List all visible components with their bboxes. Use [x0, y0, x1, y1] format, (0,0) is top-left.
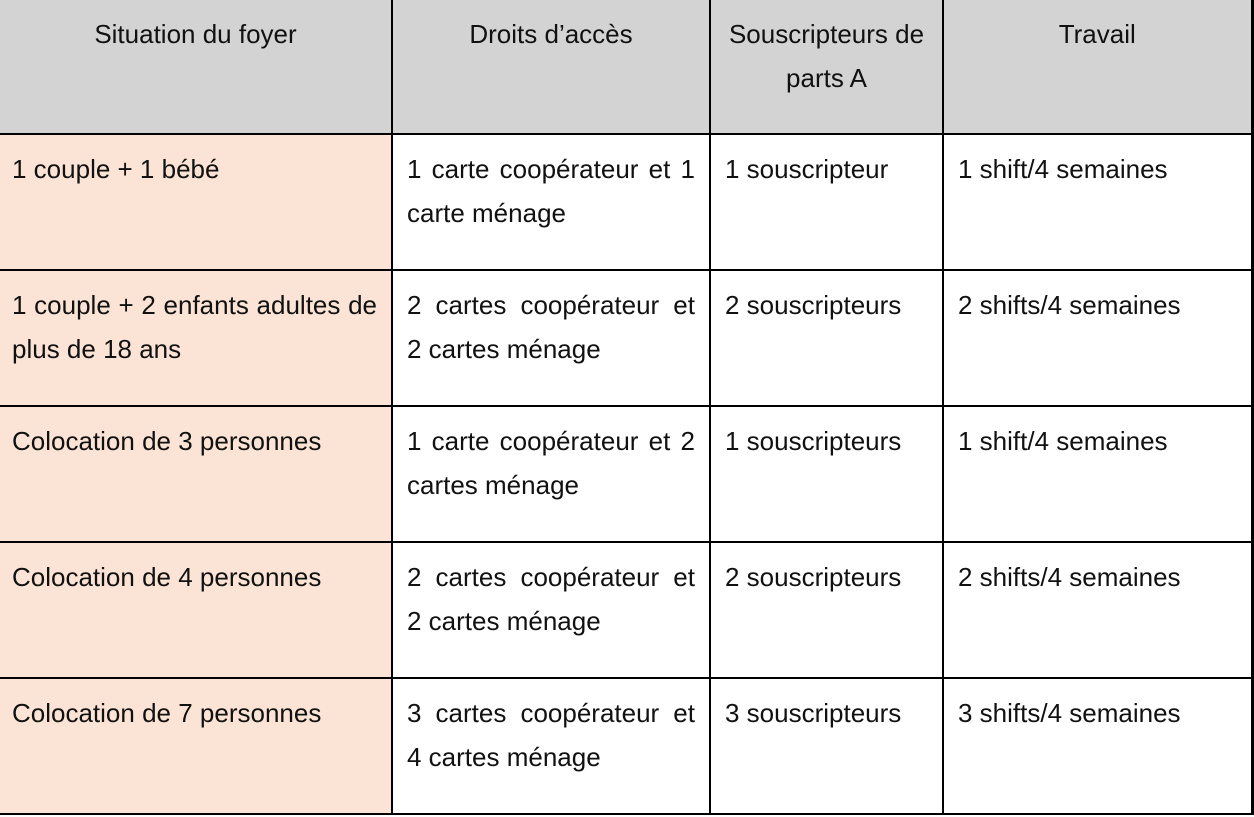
table-row — [0, 542, 1252, 678]
header-droits: Droits d’accès — [392, 0, 710, 134]
cell-souscripteurs: 2 souscripteurs — [710, 270, 943, 406]
table-row — [0, 406, 1252, 542]
cell-travail: 2 shifts/4 semaines — [943, 542, 1252, 678]
header-situation: Situation du foyer — [0, 0, 392, 134]
table-row — [0, 678, 1252, 814]
cell-souscripteurs: 1 souscripteurs — [710, 406, 943, 542]
cell-droits: 3 cartes coopérateur et 4 cartes ménage — [392, 678, 710, 814]
cell-travail: 2 shifts/4 semaines — [943, 270, 1252, 406]
header-travail: Travail — [943, 0, 1252, 134]
cell-droits: 1 carte coopérateur et 1 carte ménage — [392, 134, 710, 270]
cell-souscripteurs: 3 souscripteurs — [710, 678, 943, 814]
cell-situation: 1 couple + 2 enfants adultes de plus de 18 ans — [0, 270, 392, 406]
header-row — [0, 0, 1252, 134]
table-row — [0, 270, 1252, 406]
cell-droits: 1 carte coopérateur et 2 cartes ménage — [392, 406, 710, 542]
cell-situation: Colocation de 7 personnes — [0, 678, 392, 814]
cell-souscripteurs: 2 souscripteurs — [710, 542, 943, 678]
cell-travail: 1 shift/4 semaines — [943, 406, 1252, 542]
cell-droits: 2 cartes coopérateur et 2 cartes ménage — [392, 270, 710, 406]
table-header — [0, 0, 1252, 134]
cell-souscripteurs: 1 souscripteur — [710, 134, 943, 270]
cell-travail: 1 shift/4 semaines — [943, 134, 1252, 270]
cell-droits: 2 cartes coopérateur et 2 cartes ménage — [392, 542, 710, 678]
header-souscripteurs: Souscripteurs de parts A — [710, 0, 943, 134]
cell-situation: Colocation de 4 personnes — [0, 542, 392, 678]
cell-travail: 3 shifts/4 semaines — [943, 678, 1252, 814]
table-body — [0, 134, 1252, 814]
table-row — [0, 134, 1252, 270]
cell-situation: Colocation de 3 personnes — [0, 406, 392, 542]
cell-situation: 1 couple + 1 bébé — [0, 134, 392, 270]
